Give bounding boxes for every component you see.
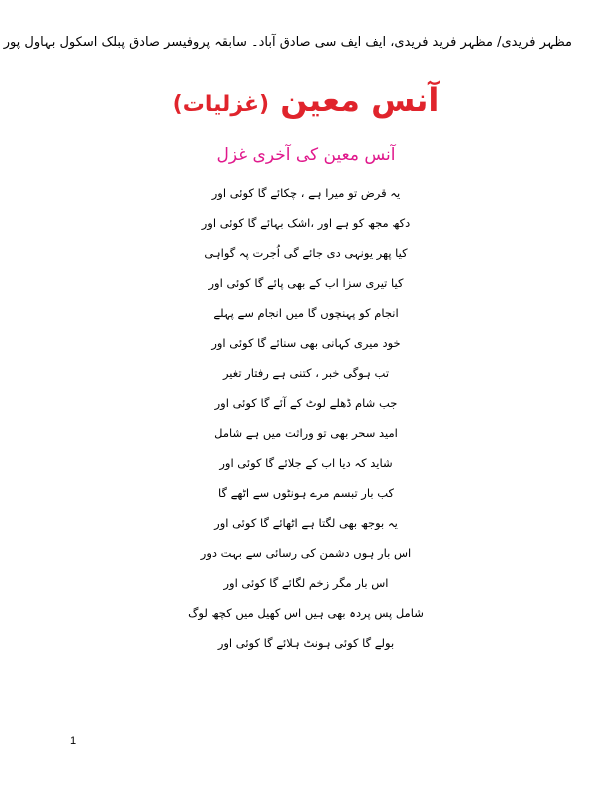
verse-line: کب بار تبسم مرے ہونٹوں سے اٹھے گا bbox=[218, 486, 394, 500]
verse-line: یہ بوجھ بھی لگتا ہے اٹھائے گا کوئی اور bbox=[214, 516, 398, 530]
verse-line: شاید کہ دیا اب کے جلائے گا کوئی اور bbox=[219, 456, 393, 470]
verse-line: کیا پھر یونہی دی جائے گی اُجرت پہ گواہی bbox=[204, 246, 408, 260]
verse-line: جب شام ڈھلے لوٹ کے آئے گا کوئی اور bbox=[214, 396, 398, 410]
page-number: 1 bbox=[70, 735, 77, 747]
verse-line: اس بار ہوں دشمن کی رسائی سے بہت دور bbox=[200, 546, 412, 560]
verse-line: تب ہوگی خبر ، کتنی ہے رفتار تغیر bbox=[222, 366, 390, 380]
book-title bbox=[0, 80, 612, 125]
verse-line: کیا تیری سزا اب کے بھی پائے گا کوئی اور bbox=[208, 276, 404, 290]
book-title-subtitle: (غزلیات) bbox=[172, 92, 270, 117]
verse-line: امید سحر بھی تو وراثت میں ہے شامل bbox=[214, 426, 398, 440]
verse-line: شامل پس پردہ بھی ہیں اس کھیل میں کچھ لوگ bbox=[188, 606, 424, 620]
verse-line: اس بار مگر زخم لگائے گا کوئی اور bbox=[223, 576, 389, 590]
ghazal-title: آنس معین کی آخری غزل bbox=[216, 145, 396, 165]
author-byline: مظہر فریدی/ مظہر فرید فریدی، ایف ایف سی صادق آباد۔ سابقہ پروفیسر صادق پبلک اسکول بہاول پور bbox=[3, 35, 572, 50]
verse-list bbox=[120, 178, 492, 658]
verse-line: انجام کو پہنچوں گا میں انجام سے پہلے bbox=[213, 306, 399, 320]
verse-line: یہ قرض تو میرا ہے ، چکائے گا کوئی اور bbox=[211, 186, 401, 200]
verse-line: بولے گا کوئی ہونٹ ہلائے گا کوئی اور bbox=[217, 636, 395, 650]
verse-line: خود میری کہانی بھی سنائے گا کوئی اور bbox=[211, 336, 401, 350]
verse-line: دکھ مجھ کو ہے اور ،اشک بہائے گا کوئی اور bbox=[201, 216, 411, 230]
book-title-name: آنس معین bbox=[280, 81, 440, 119]
